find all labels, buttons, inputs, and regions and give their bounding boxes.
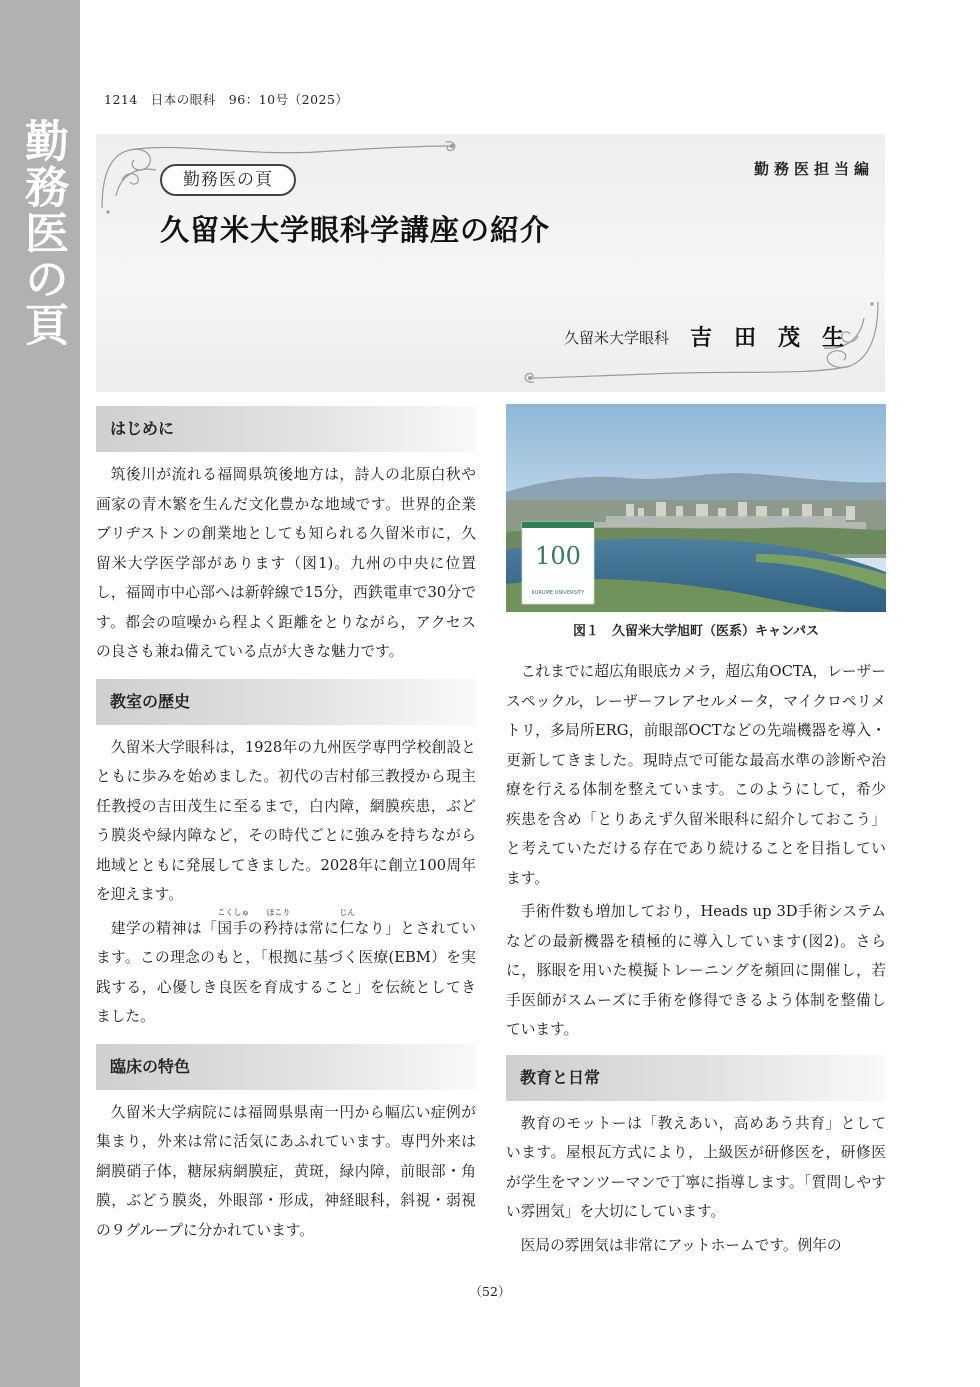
paragraph: 教育のモットーは「教えあい，高めあう共育」としています。屋根瓦方式により，上級医が研修医を，研修医が学生をマンツーマンで丁寧に指導します。「質問しやすい雰囲気」を大切にしています。 (506, 1114, 886, 1220)
ruby-jin: じん 仁 (339, 907, 356, 937)
running-head: 1214 日本の眼科 96：10号（2025） (104, 92, 349, 107)
banner-university-text: KURUME UNIVERSITY (531, 590, 585, 596)
paragraph: 筑後川が流れる福岡県筑後地方は，詩人の北原白秋や画家の青木繁を生んだ文化豊かな地域です。世界的企業ブリヂストンの創業地としても知られる久留米市に，久留米大学医学部があります（図1)。九州の中央に位置し，福岡市中心部へは新幹線で15分，西鉄電車で30分です。都会の喧噪から程よく距離をとりながら，アクセスの良さも兼ね備えている点が大きな魅力です。 (96, 466, 476, 660)
ruby-kokushu: こくしゅ 国手 (217, 907, 250, 937)
author-affiliation: 久留米大学眼科 (564, 329, 670, 347)
editor-label: 勤務医担当編 (753, 160, 874, 178)
paragraph-with-ruby: 建学の精神は「 こくしゅ 国手の ほこり 矜持は常に じん 仁なり」とされています。この理念のもと，「根拠に基づく医療(EBM）を実践する，心優しき良医を育成すること」を伝統としてきました。 (96, 907, 476, 1025)
side-title: 勤務医の頁 (17, 118, 68, 348)
campus-aerial-photo (506, 404, 886, 612)
centennial-banner (522, 522, 594, 604)
ruby-hokori: ほこり 矜持 (263, 907, 294, 937)
paragraph: 久留米大学病院には福岡県県南一円から幅広い症例が集まり，外来は常に活気にあふれています。専門外来は網膜硝子体，糖尿病網膜症，黄斑，緑内障，前眼部・角膜，ぶどう膜炎，外眼部・形成，神経眼科，斜視・弱視の９グループに分かれています。 (96, 1103, 476, 1239)
figure-1-campus-photo (506, 404, 886, 612)
section-heading-clinical: 臨床の特色 (96, 1044, 476, 1090)
side-band (0, 0, 80, 1387)
author-name: 吉田茂生 (690, 325, 867, 351)
section-heading-history: 教室の歴史 (96, 679, 476, 725)
left-column (96, 406, 476, 1245)
figure-caption: 図１ 久留米大学旭町（医系）キャンパス (572, 624, 820, 639)
paragraph: これまでに超広角眼底カメラ，超広角OCTA，レーザースペックル，レーザーフレアセルメータ，マイクロペリメトリ，多局所ERG，前眼部OCTなどの先端機器を導入・更新してきました。現時点で可能な最高水準の診断や治療を行える体制を整えています。このようにして，希少疾患を含め「とりあえず久留米眼科に紹介しておこう」と考えていただける存在であり続けることを目指しています。 (506, 663, 886, 887)
banner-100-text: 100 (535, 542, 581, 570)
paragraph: 医局の雰囲気は非常にアットホームです。例年の (520, 1236, 842, 1254)
section-label-pill: 勤務医の頁 (160, 164, 296, 196)
section-heading-intro: はじめに (96, 406, 476, 452)
article-title: 久留米大学眼科学講座の紹介 (160, 213, 551, 247)
right-column (506, 406, 886, 1260)
page-number: （52） (469, 1284, 511, 1299)
section-heading-education: 教育と日常 (506, 1055, 886, 1101)
paragraph: 久留米大学眼科は，1928年の九州医学専門学校創設とともに歩みを始めました。初代の吉村郁三教授から現主任教授の吉田茂生に至るまで，白内障，網膜疾患，ぶどう膜炎や緑内障など，その時代ごとに強みを持ちながら地域とともに発展してきました。2028年に創立100周年を迎えます。 (96, 738, 476, 903)
paragraph: 手術件数も増加しており，Heads up 3D手術システムなどの最新機器を積極的に導入しています(図2)。さらに，豚眼を用いた模擬トレーニングを頻回に開催し，若手医師がスムーズに手術を修得できるよう体制を整備しています。 (506, 903, 886, 1038)
